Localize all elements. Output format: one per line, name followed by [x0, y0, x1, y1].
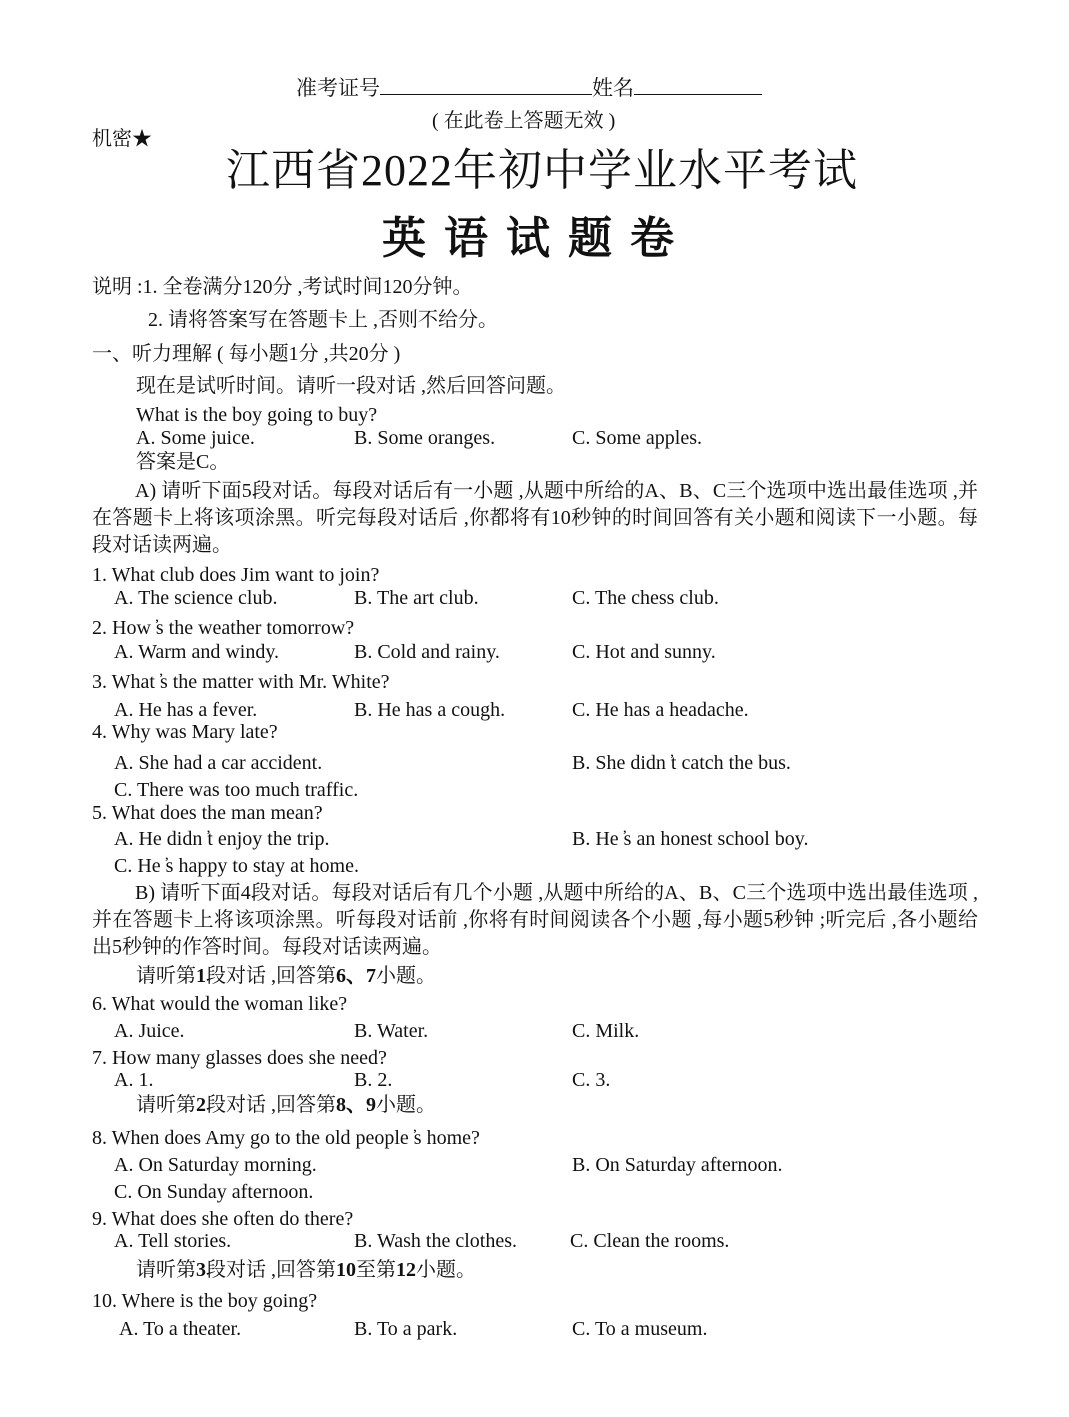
q1-option-b: B. The art club. — [354, 587, 479, 609]
dialog-3-post: 小题。 — [416, 1259, 476, 1281]
dialog-1-number: 1 — [196, 965, 206, 987]
exam-title: 江西省2022年初中学业水平考试 — [226, 146, 858, 195]
q1-option-a: A. The science club. — [114, 587, 278, 609]
q4-option-a: A. She had a car accident. — [114, 752, 323, 774]
question-9: 9. What does she often do there? — [92, 1208, 354, 1230]
q8-option-c: C. On Sunday afternoon. — [114, 1181, 314, 1203]
q6-option-b: B. Water. — [354, 1020, 429, 1042]
invalid-note: ( 在此卷上答题无效 ) — [432, 110, 616, 132]
secret-mark: 机密★ — [92, 128, 152, 150]
q7-option-c: C. 3. — [572, 1069, 611, 1091]
q10-option-b: B. To a park. — [354, 1318, 458, 1340]
dialog-2-mid: 段对话 ,回答第 — [206, 1094, 336, 1116]
q8-option-a: A. On Saturday morning. — [114, 1154, 317, 1176]
q3-option-b: B. He has a cough. — [354, 699, 506, 721]
question-2: 2. How ̕s the weather tomorrow? — [92, 617, 355, 639]
dialog-3-number: 3 — [196, 1259, 206, 1281]
q3-option-c: C. He has a headache. — [572, 699, 749, 721]
instruction-line-1: 说明 :1. 全卷满分120分 ,考试时间120分钟。 — [92, 276, 473, 298]
dialog-3-mid2: 至第 — [356, 1259, 396, 1281]
admission-label: 准考证号 — [296, 76, 380, 100]
part-a-instructions: A) 请听下面5段对话。每段对话后有一小题 ,从题中所给的A、B、C三个选项中选出最佳选项 ,并在答题卡上将该项涂黑。听完每段对话后 ,你都将有10秒钟的时间回答有关小题和阅读下一小题。每段对话读两遍。 — [92, 480, 978, 556]
dialog-2-instruction — [136, 1091, 436, 1119]
q4-option-b: B. She didn ̕t catch the bus. — [572, 752, 791, 774]
example-question: What is the boy going to buy? — [136, 404, 378, 426]
q9-option-b: B. Wash the clothes. — [354, 1230, 517, 1252]
q7-option-b: B. 2. — [354, 1069, 393, 1091]
dialog-3-mid: 段对话 ,回答第 — [206, 1259, 336, 1281]
dialog-3-question-end: 12 — [396, 1259, 416, 1281]
example-intro: 现在是试听时间。请听一段对话 ,然后回答问题。 — [136, 375, 566, 397]
q9-option-a: A. Tell stories. — [114, 1230, 232, 1252]
name-field[interactable] — [634, 76, 762, 95]
question-5: 5. What does the man mean? — [92, 802, 323, 824]
dialog-1-pre: 请听第 — [136, 965, 196, 987]
question-8: 8. When does Amy go to the old people ̕s home? — [92, 1127, 480, 1149]
q2-option-c: C. Hot and sunny. — [572, 641, 716, 663]
question-4: 4. Why was Mary late? — [92, 721, 278, 743]
q5-option-a: A. He didn ̕t enjoy the trip. — [114, 828, 330, 850]
instruction-line-2: 2. 请将答案写在答题卡上 ,否则不给分。 — [148, 309, 498, 331]
example-option-a: A. Some juice. — [136, 427, 255, 449]
question-7: 7. How many glasses does she need? — [92, 1047, 387, 1069]
example-answer: 答案是C。 — [136, 451, 230, 473]
q10-option-a: A. To a theater. — [119, 1318, 242, 1340]
q9-option-c: C. Clean the rooms. — [570, 1230, 730, 1252]
dialog-3-pre: 请听第 — [136, 1259, 196, 1281]
question-3: 3. What ̕s the matter with Mr. White? — [92, 671, 390, 693]
dialog-1-mid: 段对话 ,回答第 — [206, 965, 336, 987]
q3-option-a: A. He has a fever. — [114, 699, 258, 721]
admission-number-field[interactable] — [380, 76, 592, 95]
q4-option-c: C. There was too much traffic. — [114, 779, 359, 801]
dialog-2-post: 小题。 — [376, 1094, 436, 1116]
part-b-instructions: B) 请听下面4段对话。每段对话后有几个小题 ,从题中所给的A、B、C三个选项中选出最佳选项 ,并在答题卡上将该项涂黑。听每段对话前 ,你将有时间阅读各个小题 ,每小题5秒钟 ;听完后 ,各小题给出5秒钟的作答时间。每段对话读两遍。 — [92, 882, 978, 958]
q6-option-c: C. Milk. — [572, 1020, 640, 1042]
dialog-2-pre: 请听第 — [136, 1094, 196, 1116]
admission-number-row — [296, 72, 762, 102]
q8-option-b: B. On Saturday afternoon. — [572, 1154, 783, 1176]
q7-option-a: A. 1. — [114, 1069, 154, 1091]
section-title: 一、听力理解 ( 每小题1分 ,共20分 ) — [92, 343, 401, 365]
q2-option-b: B. Cold and rainy. — [354, 641, 500, 663]
dialog-3-instruction — [136, 1256, 476, 1284]
example-option-c: C. Some apples. — [572, 427, 702, 449]
q5-option-b: B. He ̕s an honest school boy. — [572, 828, 809, 850]
name-label: 姓名 — [592, 76, 634, 100]
example-option-b: B. Some oranges. — [354, 427, 496, 449]
paper-title: 英语试题卷 — [382, 214, 692, 263]
q2-option-a: A. Warm and windy. — [114, 641, 280, 663]
dialog-3-question-start: 10 — [336, 1259, 356, 1281]
dialog-2-questions: 8、9 — [336, 1094, 376, 1116]
q5-option-c: C. He ̕s happy to stay at home. — [114, 855, 359, 877]
q10-option-c: C. To a museum. — [572, 1318, 708, 1340]
q6-option-a: A. Juice. — [114, 1020, 185, 1042]
question-6: 6. What would the woman like? — [92, 993, 348, 1015]
dialog-1-instruction — [136, 962, 436, 990]
q1-option-c: C. The chess club. — [572, 587, 719, 609]
dialog-1-questions: 6、7 — [336, 965, 376, 987]
question-10: 10. Where is the boy going? — [92, 1290, 318, 1312]
question-1: 1. What club does Jim want to join? — [92, 564, 380, 586]
dialog-2-number: 2 — [196, 1094, 206, 1116]
dialog-1-post: 小题。 — [376, 965, 436, 987]
